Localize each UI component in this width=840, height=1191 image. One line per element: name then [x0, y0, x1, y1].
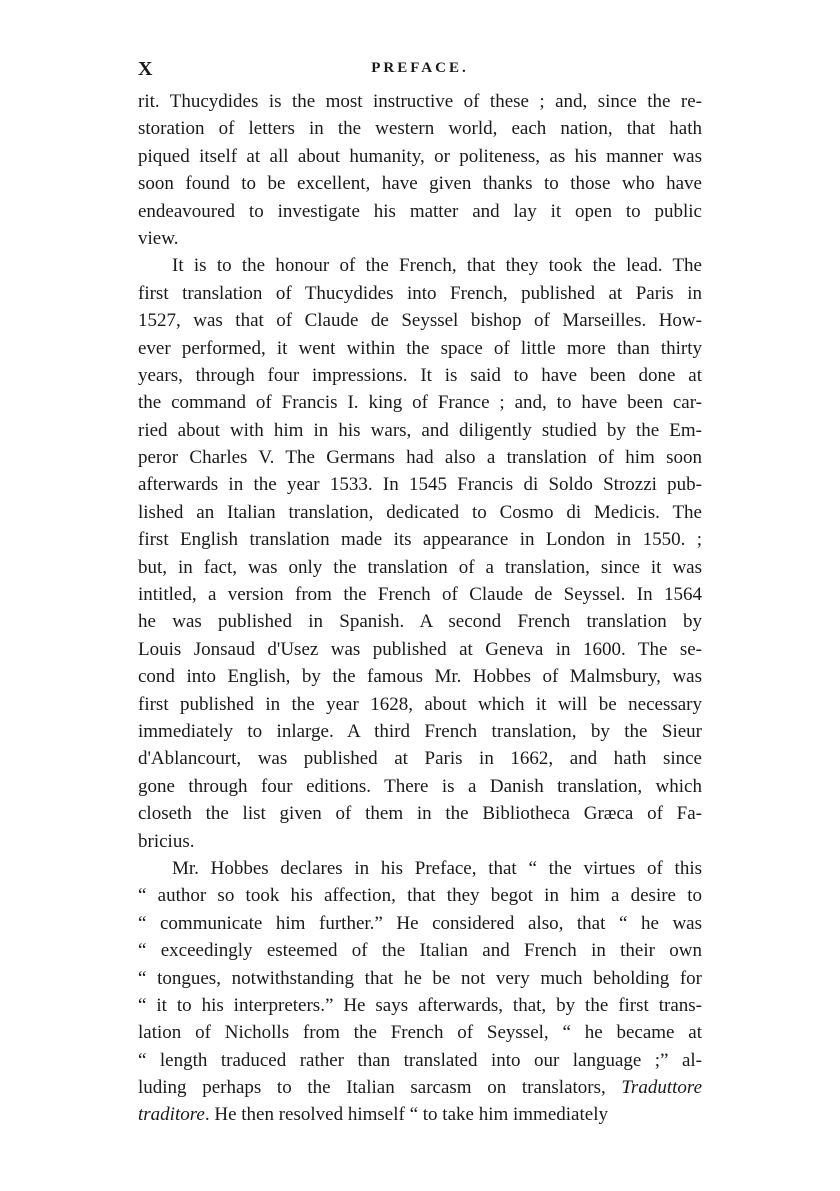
text-line: cond into English, by the famous Mr. Hobbes of Malmsbury, was [138, 666, 702, 688]
text-line: “ length traduced rather than translated into our language ;” al- [138, 1049, 702, 1071]
text-line: Louis Jonsaud d'Usez was published at Geneva in 1600. The se- [138, 638, 702, 660]
text-line: “ exceedingly esteemed of the Italian and French in their own [138, 940, 702, 962]
book-page [138, 58, 702, 1129]
text-line: rit. Thucydides is the most instructive of these ; and, since the re- [138, 91, 702, 112]
text-line: years, through four impressions. It is said to have been done at [138, 364, 702, 386]
body-text [138, 88, 702, 1129]
running-head [138, 58, 702, 88]
text-line: “ author so took his affection, that they begot in him a desire to [138, 885, 702, 907]
text-line: immediately to inlarge. A third French translation, by the Sieur [138, 720, 702, 742]
text-line: soon found to be excellent, have given thanks to those who have [138, 173, 702, 195]
text-line: 1527, was that of Claude de Seyssel bishop of Marseilles. How- [138, 310, 702, 332]
text-line: It is to the honour of the French, that they took the lead. The [172, 255, 702, 277]
text-line: “ tongues, notwithstanding that he be not very much beholding for [138, 967, 702, 989]
text-line: ried about with him in his wars, and diligently studied by the Em- [138, 419, 702, 441]
paragraph [138, 252, 702, 855]
paragraph [138, 88, 702, 252]
page-number: X [138, 58, 154, 80]
text-line: storation of letters in the western world, each nation, that hath [138, 118, 702, 140]
text-line: gone through four editions. There is a Danish translation, which [138, 775, 702, 797]
text-line: afterwards in the year 1533. In 1545 Francis di Soldo Strozzi pub- [138, 474, 702, 496]
text-line: “ communicate him further.” He considered also, that “ he was [138, 912, 702, 934]
running-title: PREFACE. [371, 60, 469, 76]
text-line: d'Ablancourt, was published at Paris in 1662, and hath since [138, 748, 702, 770]
text-line: “ it to his interpreters.” He says afterwards, that, by the first trans- [138, 994, 702, 1016]
text-line: closeth the list given of them in the Bibliotheca Græca of Fa- [138, 803, 702, 825]
text-line: piqued itself at all about humanity, or politeness, as his manner was [138, 145, 702, 167]
text-line: he was published in Spanish. A second French translation by [138, 611, 702, 633]
text-line: first English translation made its appearance in London in 1550. ; [138, 529, 702, 551]
text-line: view. [138, 227, 179, 249]
text-line: lished an Italian translation, dedicated to Cosmo di Medicis. The [138, 501, 702, 523]
text-line: Mr. Hobbes declares in his Preface, that “ the virtues of this [172, 857, 702, 879]
text-line: first published in the year 1628, about which it will be necessary [138, 693, 702, 715]
text-line: traditore. He then resolved himself “ to take him immediately [138, 1104, 608, 1126]
text-line: endeavoured to investigate his matter and lay it open to public [138, 200, 702, 222]
text-line: peror Charles V. The Germans had also a translation of him soon [138, 447, 702, 469]
text-line: luding perhaps to the Italian sarcasm on translators, Traduttore [138, 1077, 702, 1099]
paragraph [138, 855, 702, 1129]
text-line: bricius. [138, 830, 195, 852]
text-line: the command of Francis I. king of France ; and, to have been car- [138, 392, 702, 414]
text-line: first translation of Thucydides into French, published at Paris in [138, 282, 702, 304]
text-line: intitled, a version from the French of Claude de Seyssel. In 1564 [138, 584, 702, 606]
text-line: lation of Nicholls from the French of Seyssel, “ he became at [138, 1022, 702, 1044]
text-line: but, in fact, was only the translation of a translation, since it was [138, 556, 702, 578]
text-line: ever performed, it went within the space of little more than thirty [138, 337, 702, 359]
